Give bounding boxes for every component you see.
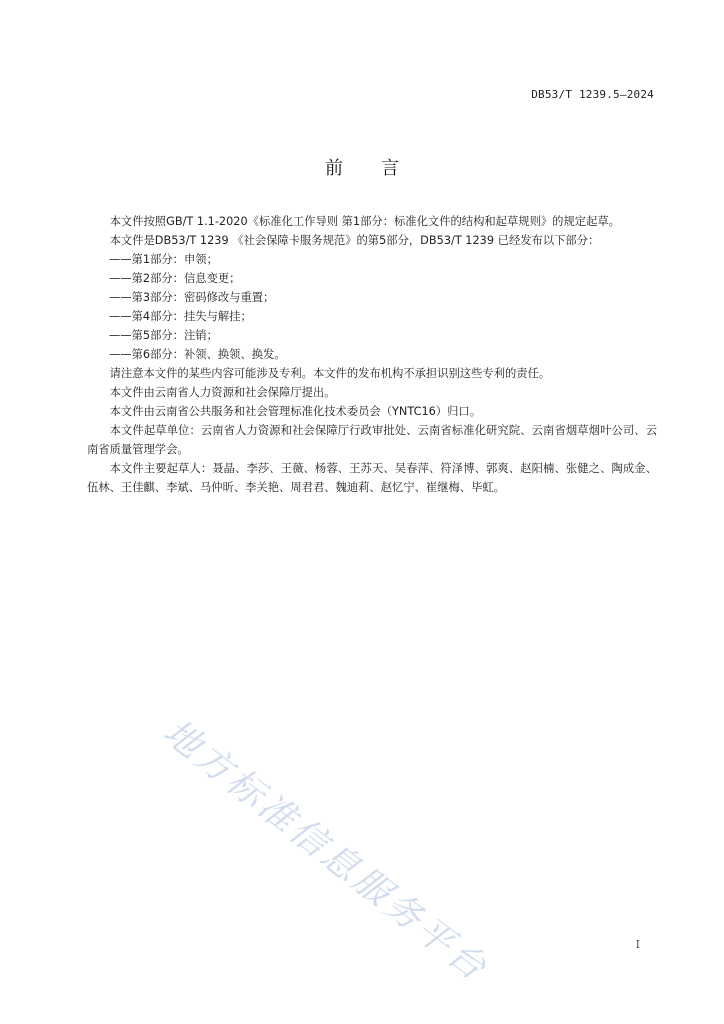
body-paragraph: 本文件由云南省人力资源和社会保障厅提出。: [109, 386, 336, 399]
list-item: ——第3部分：密码修改与重置；: [109, 291, 275, 304]
list-item: ——第1部分：申领；: [109, 253, 218, 266]
watermark: 地方标准信息服务平台: [155, 711, 496, 991]
body-paragraph: 本文件是DB53/T 1239 《社会保障卡服务规范》的第5部分，DB53/T 1239 已经发布以下部分：: [109, 234, 600, 247]
list-item: ——第4部分：挂失与解挂；: [109, 310, 252, 323]
body-paragraph: 本文件按照GB/T 1.1-2020《标准化工作导则 第1部分：标准化文件的结构和起草规则》的规定起草。: [109, 215, 620, 228]
document-code: DB53/T 1239.5—2024: [531, 88, 654, 101]
list-item: ——第5部分：注销；: [109, 329, 218, 342]
document-body: [87, 212, 657, 497]
body-paragraph: 本文件起草单位：云南省人力资源和社会保障厅行政审批处、云南省标准化研究院、云南省烟草烟叶公司、云南省质量管理学会。: [87, 424, 657, 456]
body-paragraph: 本文件由云南省公共服务和社会管理标准化技术委员会（YNTC16）归口。: [109, 405, 482, 418]
body-paragraph: 本文件主要起草人：聂晶、李莎、王薇、杨蓉、王苏天、吴春萍、符泽博、郭爽、赵阳楠、张健之、陶成金、伍林、王佳麒、李斌、马仲昕、李关艳、周君君、魏迪莉、赵忆宁、崔继梅、毕虹。: [87, 462, 657, 494]
page-title: 前言: [325, 158, 437, 179]
body-paragraph: 请注意本文件的某些内容可能涉及专利。本文件的发布机构不承担识别这些专利的责任。: [109, 367, 551, 380]
list-item: ——第2部分：信息变更；: [109, 272, 241, 285]
list-item: ——第6部分：补领、换领、换发。: [109, 348, 286, 361]
page-number: I: [635, 938, 640, 951]
